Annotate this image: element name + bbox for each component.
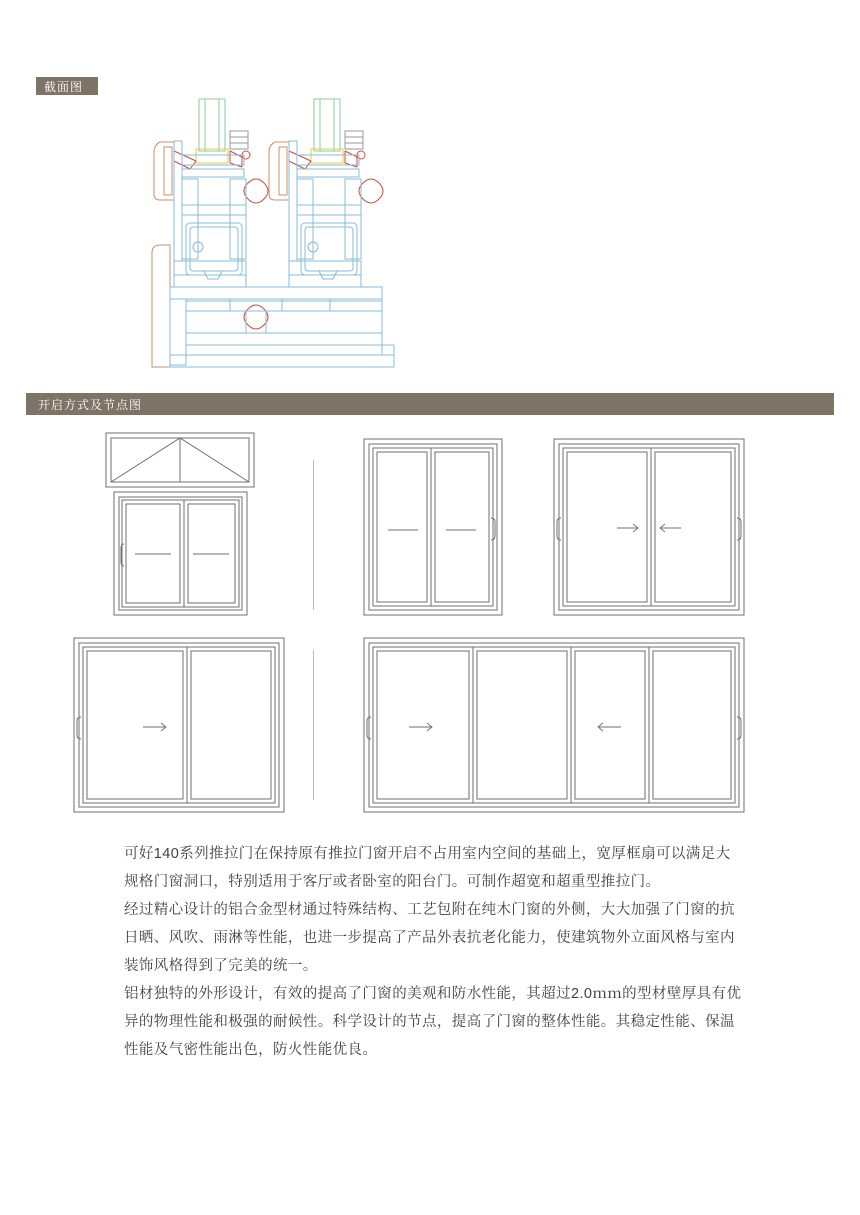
diagram-1-svg — [105, 432, 255, 617]
section-header-cross-section-label: 截面图 — [44, 79, 84, 94]
diagram-4-svg — [73, 637, 285, 813]
diagram-two-panel-sliding-narrow — [363, 438, 503, 621]
section-header-opening-node-label: 开启方式及节点图 — [38, 397, 143, 412]
description-paragraph-2: 经过精心设计的铝合金型材通过特殊结构、工艺包附在纯木门窗的外侧，大大加强了门窗的抗日晒、风吹、雨淋等性能，也进一步提高了产品外表抗老化能力，使建筑物外立面风格与室内装饰风格得到了完美的统一。 — [124, 902, 735, 974]
diagram-window-with-transom-two-panel — [105, 432, 255, 622]
description-paragraph-3: 铝材独特的外形设计，有效的提高了门窗的美观和防水性能，其超过2.0ｍｍ的型材壁厚具有优异的物理性能和极强的耐候性。科学设计的节点，提高了门窗的整体性能。其稳定性能、保温性能及气密性能出色，防火性能优良。 — [124, 986, 742, 1058]
divider-bottom — [313, 650, 314, 800]
description-text — [124, 840, 744, 1064]
diagram-3-svg — [553, 438, 745, 616]
profile-cross-section-figure — [130, 95, 430, 370]
diagram-two-panel-sliding-opposed — [553, 438, 745, 621]
section-header-opening-node — [26, 393, 834, 415]
description-paragraph-1: 可好140系列推拉门在保持原有推拉门窗开启不占用室内空间的基础上，宽厚框扇可以满足大规格门窗洞口，特别适用于客厅或者卧室的阳台门。可制作超宽和超重型推拉门。 — [124, 846, 731, 890]
diagram-2-svg — [363, 438, 503, 616]
diagram-two-panel-sliding-right — [73, 637, 285, 818]
divider-top — [313, 460, 314, 610]
profile-cross-section-svg — [130, 95, 430, 370]
section-header-cross-section — [36, 77, 98, 95]
diagram-5-svg — [363, 637, 745, 813]
diagram-four-panel-sliding — [363, 637, 745, 818]
